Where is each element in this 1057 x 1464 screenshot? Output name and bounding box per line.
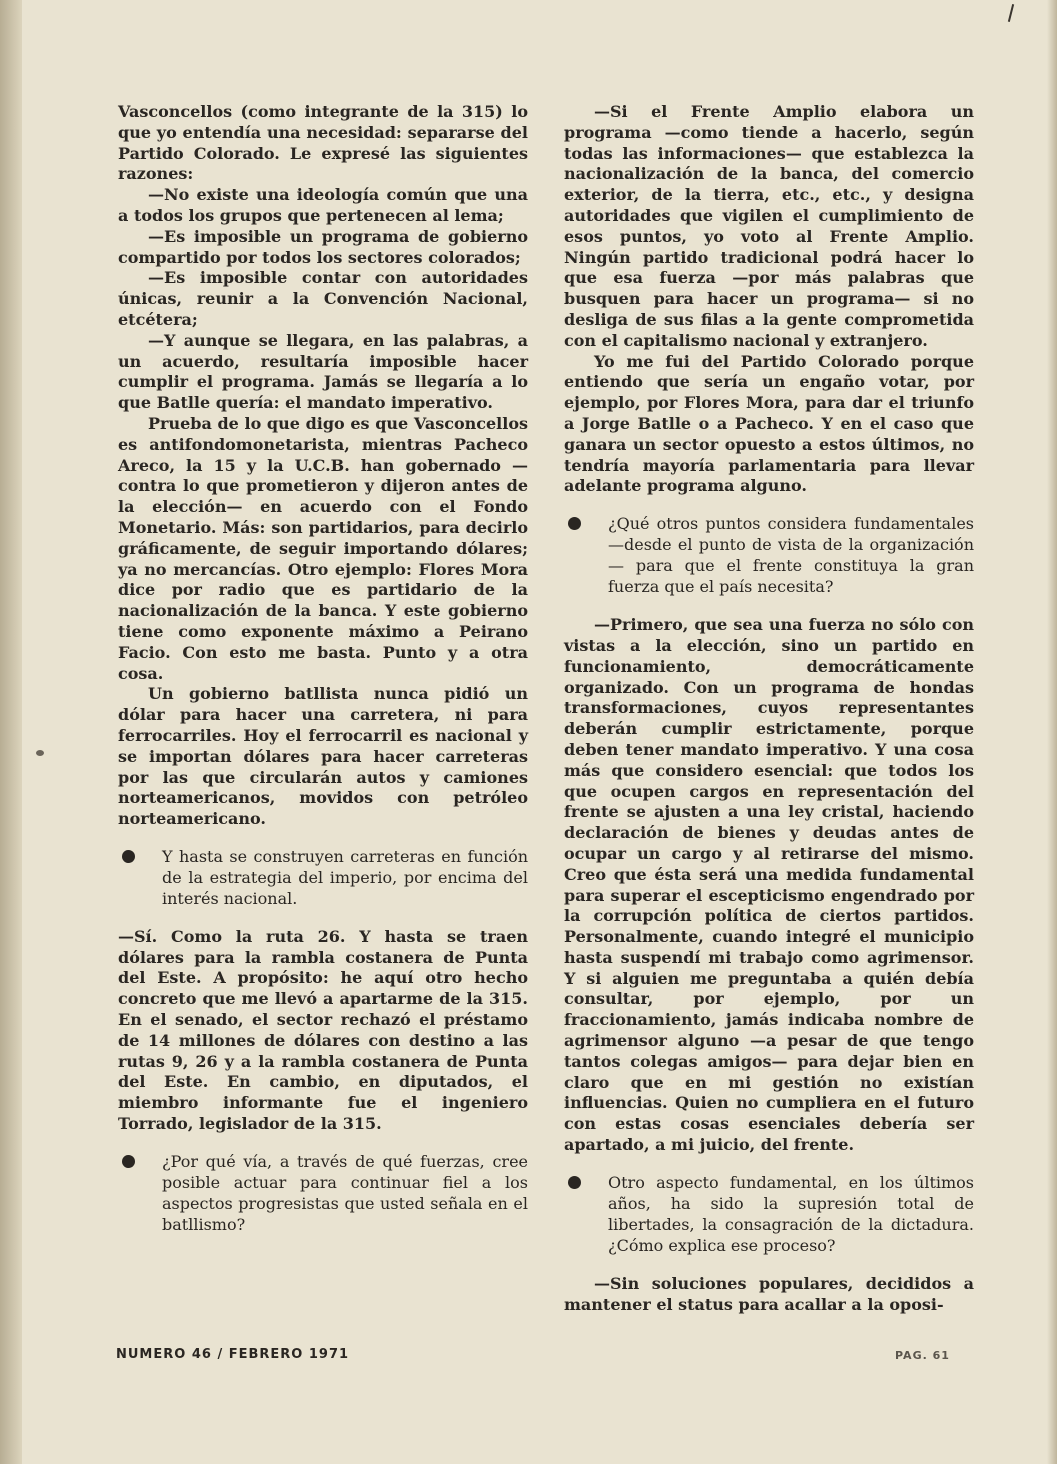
left-column bbox=[118, 102, 528, 1253]
paragraph: —Y aunque se llegara, en las palabras, a un acuerdo, resultaría imposible hacer cumplir el programa. Jamás se llegaría a lo que Batlle quería: el mandato imperativo. bbox=[118, 330, 528, 413]
paragraph: —Es imposible un programa de gobierno compartido por todos los sectores colorados; bbox=[118, 226, 528, 267]
issue-footer: NUMERO 46 / FEBRERO 1971 bbox=[116, 1347, 350, 1362]
paragraph: —Es imposible contar con autoridades únicas, reunir a la Convención Nacional, etcétera; bbox=[118, 268, 528, 329]
answer-paragraph: —Sí. Como la ruta 26. Y hasta se traen dólares para la rambla costanera de Punta del Este. A propósito: he aquí otro hecho concreto que me llevó a apartarme de la 315. En el senado, el sector rechazó el préstamo de 14 millones de dólares con destino a las rutas 9, 26 y a la rambla costanera de Punta del Este. En cambio, en diputados, el miembro informante fue el ingeniero Torrado, legislador de la 315. bbox=[118, 926, 528, 1134]
question-text: Y hasta se construyen carreteras en función de la estrategia del imperio, por encima del interés nacional. bbox=[162, 846, 528, 908]
paragraph: Un gobierno batllista nunca pidió un dólar para hacer una carretera, ni para ferrocarriles. Hoy el ferrocarril es nacional y se importan dólares para hacer carreteras por las que circularán autos y camiones norteamericanos, movidos con petróleo norteamericano. bbox=[118, 684, 528, 829]
interview-question bbox=[564, 513, 974, 597]
bullet-icon bbox=[122, 1155, 135, 1168]
answer-paragraph: —Sin soluciones populares, decididos a mantener el status para acallar a la oposi- bbox=[564, 1273, 974, 1314]
paragraph: —No existe una ideología común que una a todos los grupos que pertenecen al lema; bbox=[118, 185, 528, 225]
paragraph: Yo me fui del Partido Colorado porque entiendo que sería un engaño votar, por ejemplo, por Flores Mora, para dar el triunfo a Jorge Batlle o a Pacheco. Y en el caso que ganara un sector opuesto a estos últimos, no tendría mayoría parlamentaria para llevar adelante programa alguno. bbox=[564, 351, 974, 496]
right-column bbox=[564, 102, 974, 1315]
paragraph: Vasconcellos (como integrante de la 315) lo que yo entendía una necesidad: separarse del Partido Colorado. Le expresé las siguientes razones: bbox=[118, 102, 528, 184]
page-number: PAG. 61 bbox=[895, 1349, 950, 1362]
bullet-icon bbox=[122, 850, 135, 863]
question-text: ¿Qué otros puntos considera fundamentales —desde el punto de vista de la organización— para que el frente constituya la gran fuerza que el país necesita? bbox=[608, 514, 974, 597]
interview-question bbox=[564, 1172, 974, 1256]
bullet-icon bbox=[568, 517, 581, 530]
question-text: Otro aspecto fundamental, en los últimos años, ha sido la supresión total de libertades, la consagración de la dictadura. ¿Cómo explica ese proceso? bbox=[608, 1172, 974, 1255]
paper-edge-left bbox=[0, 0, 22, 1464]
question-text: ¿Por qué vía, a través de qué fuerzas, cree posible actuar para continuar fiel a los aspectos progresistas que usted señala en el batllismo? bbox=[162, 1151, 528, 1234]
paragraph: Prueba de lo que digo es que Vasconcellos es antifondomonetarista, mientras Pacheco Areco, la 15 y la U.C.B. han gobernado —contra lo que prometieron y dijeron antes de la elección— en acuerdo con el Fondo Monetario. Más: son partidarios, para decirlo gráficamente, de seguir importando dólares; ya no mercancías. Otro ejemplo: Flores Mora dice por radio que es partidario de la nacionalización de la banca. Y este gobierno tiene como exponente máximo a Peirano Facio. Con esto me basta. Punto y a otra cosa. bbox=[118, 413, 528, 683]
ink-stain bbox=[36, 750, 44, 756]
pen-mark bbox=[1008, 4, 1014, 22]
interview-question bbox=[118, 846, 528, 909]
paragraph: —Si el Frente Amplio elabora un programa —como tiende a hacerlo, según todas las informaciones— que establezca la nacionalización de la banca, del comercio exterior, de la tierra, etc., etc., y designa autoridades que vigilen el cumplimiento de esos puntos, yo voto al Frente Amplio. Ningún partido tradicional podrá hacer lo que esa fuerza —por más palabras que busquen para hacer un programa— si no desliga de sus filas a la gente comprometida con el capitalismo nacional y extranjero. bbox=[564, 102, 974, 350]
bullet-icon bbox=[568, 1176, 581, 1189]
answer-paragraph: —Primero, que sea una fuerza no sólo con vistas a la elección, sino un partido en funcionamiento, democráticamente organizado. Con un programa de hondas transformaciones, cuyos representantes deberán cumplir estrictamente, porque deben tener mandato imperativo. Y una cosa más que considero esencial: que todos los que ocupen cargos en representación del frente se ajusten a una ley cristal, haciendo declaración de bienes y deudas antes de ocupar un cargo y al retirarse del mismo. Creo que ésta será una medida fundamental para superar el escepticismo engendrado por la corrupción política de ciertos partidos. Personalmente, cuando integré el municipio hasta suspendí mi trabajo como agrimensor. Y si alguien me preguntaba a quién debía consultar, por ejemplo, por un fraccionamiento, jamás indicaba nombre de agrimensor alguno —a pesar de que tengo tantos colegas amigos— para dejar bien en claro que en mi gestión no existían influencias. Quien no cumpliera en el futuro con estas cosas esenciales debería ser apartado, a mi juicio, del frente. bbox=[564, 615, 974, 1155]
interview-question bbox=[118, 1151, 528, 1235]
paper-edge-right bbox=[1047, 0, 1057, 1464]
